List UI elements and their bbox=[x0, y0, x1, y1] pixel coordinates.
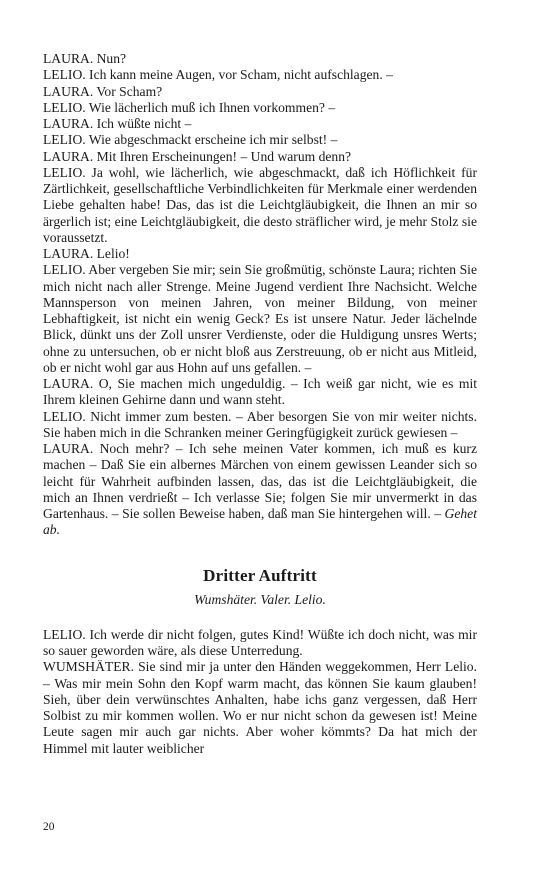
dialogue-line: LAURA. Lelio! bbox=[43, 246, 130, 261]
dialogue-part-1 bbox=[43, 51, 477, 539]
dialogue-line: WUMSHÄTER. Sie sind mir ja unter den Händen weggekommen, Herr Lelio. – Was mir mein Sohn den Kopf warm macht, das können Sie kaum glauben! Sieh, über dein verwünschtes Anhalten, habe ichs ganz vergessen, daß Herr Solbist zu mir kommen wollen. Wo er nur nicht schon da gewesen ist! Meine Leute sagen mir auch gar nichts. Aber woher kömmts? Da hat mich der Himmel mit lauter weiblicher bbox=[43, 659, 477, 756]
dialogue-line: LAURA. Ich wüßte nicht – bbox=[43, 116, 192, 131]
dialogue-part-2 bbox=[43, 627, 477, 757]
dialogue-line: LELIO. Wie lächerlich muß ich Ihnen vorkommen? – bbox=[43, 99, 336, 115]
dialogue-line: LELIO. Aber vergeben Sie mir; sein Sie großmütig, schönste Laura; richten Sie mich nicht nach aller Strenge. Meine Jugend verdient Ihre Nachsicht. Welche Mannsperson von meinen Jahren, von meiner Bildung, von meiner Lebhaftigkeit, ist nicht ein wenig Geck? Es ist unsere Natur. Jeder lächelnde Blick, dünkt uns der Zoll unsrer Verdienste, oder die Huldigung unsres Werts; ohne zu untersuchen, ob er nicht bloß aus Zerstreuung, ob er nicht aus Mitleid, ob er nicht wohl gar aus Hohn auf uns gefallen. – bbox=[43, 262, 477, 375]
scene-cast: Wumshäter. Valer. Lelio. bbox=[194, 591, 326, 607]
dialogue-line: LAURA. Mit Ihren Erscheinungen! – Und warum denn? bbox=[43, 148, 352, 164]
dialogue-line: LELIO. Ich kann meine Augen, vor Scham, nicht aufschlagen. – bbox=[43, 67, 393, 83]
dialogue-line: LELIO. Ja wohl, wie lächerlich, wie abgeschmackt, daß ich Höflichkeit für Zärtlichkeit, gesellschaftliche Verbindlichkeiten für Merkmale einer werdenden Liebe gehalten habe! Das, das ist die Leichtgläubigkeit, die Ihnen an mir so ärgerlich ist; eine Leichtgläubigkeit, die desto sträflicher wird, je mehr Stolz sie voraussetzt. bbox=[43, 164, 477, 245]
page-body bbox=[43, 51, 477, 757]
dialogue-line: LAURA. O, Sie machen mich ungeduldig. – Ich weiß gar nicht, wie es mit Ihrem kleinen Gehirne dann und wann steht. bbox=[43, 376, 477, 408]
dialogue-line: LAURA. Nun? bbox=[43, 51, 127, 66]
dialogue-line: LAURA. Vor Scham? bbox=[43, 83, 163, 99]
dialogue-line: LELIO. Wie abgeschmackt erscheine ich mir selbst! – bbox=[43, 132, 338, 148]
dialogue-line bbox=[43, 441, 477, 539]
stage-direction: Gehet ab. bbox=[43, 506, 477, 538]
dialogue-text: LAURA. Noch mehr? – Ich sehe meinen Vater kommen, ich muß es kurz machen – Daß Sie ein albernes Märchen von einem gewissen Leander sich so leicht für Wahrheit aufbinden lassen, das, das ist die Leichtgläubigkeit, die mich an Ihnen verdrießt – Ich verlasse Sie; folgen Sie mir unvermerkt in das Gartenhaus. – Sie sollen Beweise haben, daß man Sie hintergehen will. – bbox=[43, 441, 477, 521]
scene-heading: Dritter Auftritt bbox=[203, 565, 317, 585]
dialogue-line: LELIO. Ich werde dir nicht folgen, gutes Kind! Wüßte ich doch nicht, was mir so sauer geworden wäre, als diese Unterredung. bbox=[43, 626, 477, 658]
dialogue-line: LELIO. Nicht immer zum besten. – Aber besorgen Sie von mir weiter nichts. Sie haben mich in die Schranken meiner Geringfügigkeit zurück gewiesen – bbox=[43, 408, 477, 440]
page-number: 20 bbox=[43, 821, 55, 833]
